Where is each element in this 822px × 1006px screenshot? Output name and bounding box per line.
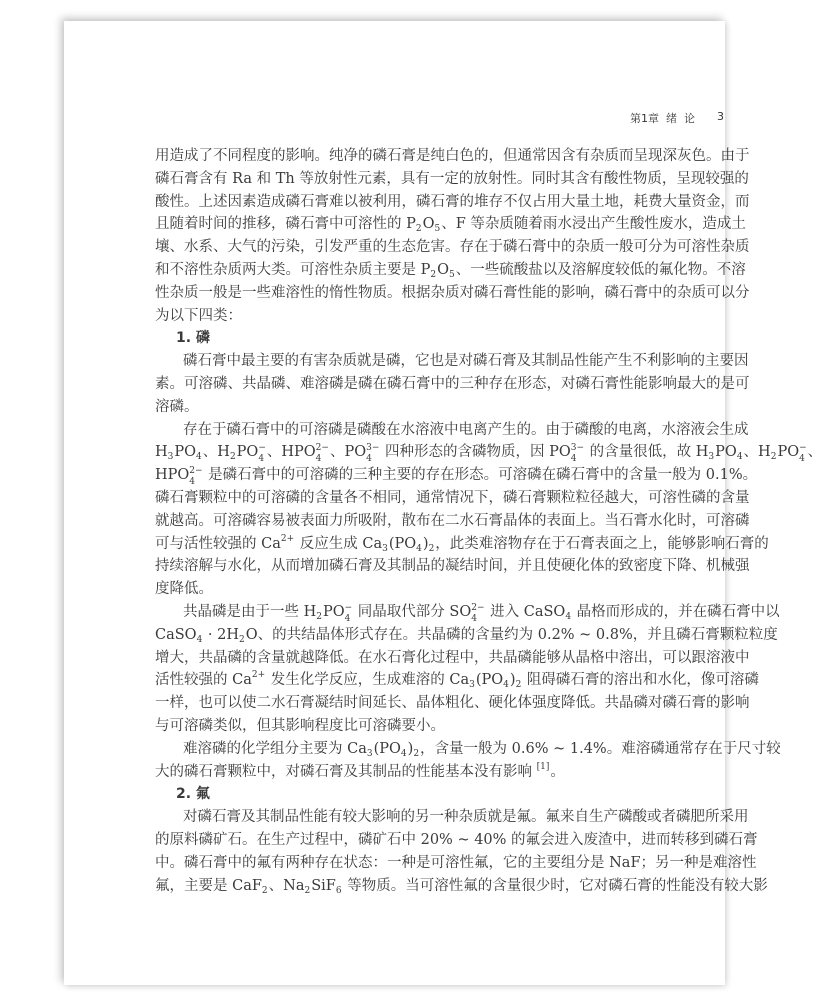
subscript: 4 bbox=[471, 613, 477, 624]
page-number: 3 bbox=[717, 110, 724, 123]
subscript: 4 bbox=[736, 452, 743, 463]
superscript: 2− bbox=[315, 443, 329, 454]
text-line bbox=[155, 806, 749, 829]
subscript: 2 bbox=[415, 224, 422, 235]
subscript: 4 bbox=[315, 454, 322, 465]
text-line bbox=[155, 350, 749, 373]
subscript: 2 bbox=[428, 543, 435, 554]
superscript: 3− bbox=[570, 443, 585, 454]
script-notation bbox=[382, 540, 388, 554]
subscript: 4 bbox=[799, 454, 805, 465]
subscript: 4 bbox=[344, 613, 351, 624]
script-notation bbox=[428, 540, 435, 554]
script-notation bbox=[252, 671, 265, 679]
text-run: 增大，共晶磷的含量就越降低。在水石膏化过程中，共晶磷能够从晶格中溶出，可以跟溶液中 bbox=[155, 649, 750, 666]
script-notation bbox=[449, 266, 455, 280]
text-run: ，此类难溶物存在于石膏表面之上，能够影响石膏的 bbox=[435, 535, 769, 552]
text-line bbox=[155, 373, 750, 396]
text-line bbox=[155, 396, 641, 419]
text-run: (PO bbox=[475, 672, 504, 689]
text-line bbox=[155, 282, 750, 305]
text-run: 就越高。可溶磷容易被表面力所吸附，散布在二水石膏晶体的表面上。当石膏水化时，可溶磷 bbox=[155, 512, 750, 529]
script-notation bbox=[515, 676, 522, 691]
subscript: 6 bbox=[335, 885, 342, 896]
text-run: 素。可溶磷、共晶磷、难溶磷是磷在磷石膏中的三种存在形态，对磷石膏性能影响最大的是可 bbox=[155, 375, 750, 392]
text-run: 酸性。上述因素造成磷石膏难以被利用，磷石膏的堆存不仅占用大量土地，耗费大量资金，而 bbox=[155, 193, 750, 210]
text-run: 等物质。当可溶性氟的含量很少时，它对磷石膏的性能没有较大影 bbox=[342, 877, 768, 894]
text-run: 、一些硫酸盐以及溶解度较低的氟化物。不溶 bbox=[455, 261, 746, 278]
subscript: 5 bbox=[449, 269, 455, 280]
text-run: 与可溶磷类似，但其影响程度比可溶磷要小。 bbox=[155, 717, 445, 734]
text-run: (PO bbox=[373, 740, 401, 757]
text-line bbox=[155, 464, 758, 488]
text-run: O bbox=[437, 261, 449, 278]
text-line bbox=[155, 213, 746, 236]
subscript: 3 bbox=[382, 543, 388, 554]
text-run: CaSO bbox=[155, 626, 197, 643]
section-heading bbox=[155, 783, 641, 806]
text-run: ) bbox=[407, 740, 414, 757]
text-run: 持续溶解与水化，从而增加磷石膏及其制品的凝结时间，并且使硬化体的致密度下降、机械强 bbox=[155, 558, 750, 575]
superscript: 2+ bbox=[251, 670, 266, 681]
subscript: 4 bbox=[400, 748, 407, 759]
text-run: 1. 磷 bbox=[176, 330, 210, 347]
text-run: 、H bbox=[743, 444, 771, 461]
subscript: 2 bbox=[239, 634, 245, 645]
script-notation bbox=[503, 676, 509, 691]
text-run: PO bbox=[777, 444, 800, 461]
section-heading bbox=[155, 327, 641, 350]
script-notation bbox=[471, 602, 485, 624]
text-run: (PO bbox=[388, 535, 417, 552]
script-notation bbox=[344, 602, 353, 624]
subscript: 2 bbox=[413, 748, 420, 759]
text-line bbox=[155, 533, 769, 556]
subscript: 4 bbox=[366, 454, 372, 465]
text-line bbox=[155, 441, 822, 465]
subscript: 4 bbox=[196, 452, 202, 463]
script-notation bbox=[799, 443, 807, 465]
subscript: 2 bbox=[770, 452, 777, 463]
text-run: ) bbox=[509, 672, 516, 689]
subscript: 2 bbox=[304, 885, 311, 896]
chapter-title: 第1章 绪 论 bbox=[630, 112, 695, 125]
text-run: 是磷石膏中的可溶磷的三种主要的存在形态。可溶磷在磷石膏中的含量一般为 0.1%。 bbox=[203, 467, 758, 484]
subscript: 3 bbox=[469, 680, 475, 691]
text-run: 溶磷。 bbox=[155, 398, 199, 415]
script-notation bbox=[413, 745, 420, 759]
subscript: 2 bbox=[229, 452, 236, 463]
text-line bbox=[155, 601, 780, 624]
script-notation bbox=[315, 443, 329, 465]
text-line bbox=[155, 852, 757, 875]
script-notation bbox=[258, 443, 266, 465]
script-notation bbox=[167, 448, 174, 463]
subscript: 5 bbox=[434, 224, 441, 235]
text-run: 磷石膏中最主要的有害杂质就是磷，它也是对磷石膏及其制品性能产生不利影响的主要因 bbox=[183, 353, 749, 370]
superscript: − bbox=[799, 443, 807, 454]
text-run: 阻碍磷石膏的溶出和水化，像可溶磷 bbox=[522, 672, 759, 689]
script-notation bbox=[316, 608, 322, 622]
script-notation bbox=[196, 631, 203, 645]
script-notation bbox=[335, 882, 342, 896]
text-line bbox=[155, 761, 641, 784]
text-run: O、的共结晶体形式存在。共晶磷的含量约为 0.2% ~ 0.8%，并且磷石膏颗粒粒度 bbox=[245, 626, 778, 643]
text-run: SiF bbox=[311, 877, 336, 894]
text-line bbox=[155, 555, 750, 578]
text-run: ，含量一般为 0.6% ~ 1.4%。难溶磷通常存在于尺寸较 bbox=[420, 740, 781, 757]
text-run: 性杂质一般是一些难溶性的惰性物质。根据杂质对磷石膏性能的影响，磷石膏中的杂质可以分 bbox=[155, 284, 750, 301]
text-line bbox=[155, 510, 750, 533]
superscript: [1] bbox=[536, 761, 550, 772]
text-run: ) bbox=[422, 535, 429, 552]
text-run: 对磷石膏及其制品性能有较大影响的另一种杂质就是氟。氟来自生产磷酸或者磷肥所采用 bbox=[183, 809, 749, 826]
script-notation bbox=[261, 882, 268, 896]
script-notation bbox=[239, 631, 245, 645]
subscript: 2 bbox=[316, 611, 322, 622]
subscript: 2 bbox=[515, 680, 522, 691]
text-run: 且随着时间的推移，磷石膏中可溶性的 P bbox=[155, 216, 416, 233]
text-run: 同晶取代部分 SO bbox=[353, 603, 472, 620]
script-notation bbox=[565, 608, 572, 622]
text-run: 、F 等杂质随着雨水浸出产生酸性废水，造成土 bbox=[441, 216, 746, 233]
text-line bbox=[155, 259, 746, 282]
text-run: 存在于磷石膏中的可溶磷是磷酸在水溶液中电离产生的。由于磷酸的电离，水溶液会生成 bbox=[183, 421, 749, 438]
script-notation bbox=[770, 448, 777, 463]
superscript: 2+ bbox=[280, 533, 295, 544]
text-run: 氟，主要是 CaF bbox=[155, 877, 262, 894]
text-run: PO bbox=[236, 444, 259, 461]
subscript: 4 bbox=[189, 477, 196, 488]
superscript: 3− bbox=[366, 443, 380, 454]
text-run: 磷石膏含有 Ra 和 Th 等放射性元素，具有一定的放射性。同时其含有酸性物质，呈现较强的 bbox=[155, 170, 749, 187]
text-run: 、Na bbox=[268, 877, 305, 894]
subscript: 4 bbox=[570, 454, 577, 465]
subscript: 4 bbox=[416, 543, 422, 554]
text-run: H bbox=[155, 444, 168, 461]
text-line bbox=[155, 578, 641, 601]
script-notation bbox=[416, 540, 422, 554]
script-notation bbox=[469, 676, 475, 691]
text-line bbox=[155, 692, 750, 715]
text-run: 共晶磷是由于一些 H bbox=[183, 603, 317, 620]
subscript: 3 bbox=[167, 452, 174, 463]
script-notation bbox=[415, 220, 422, 235]
text-run: 。 bbox=[550, 763, 565, 780]
script-notation bbox=[434, 220, 441, 235]
text-run: 中。磷石膏中的氟有两种存在状态：一种是可溶性氟，它的主要组分是 NaF；另一种是难溶性 bbox=[155, 854, 757, 871]
text-run: 度降低。 bbox=[155, 581, 213, 598]
text-line bbox=[155, 875, 768, 898]
text-line bbox=[155, 487, 750, 510]
text-run: 和不溶性杂质两大类。可溶性杂质主要是 P bbox=[155, 261, 431, 278]
subscript: 4 bbox=[258, 454, 265, 465]
subscript: 4 bbox=[565, 611, 572, 622]
text-run: 难溶磷的化学组分主要为 Ca bbox=[183, 740, 367, 757]
text-run: PO bbox=[174, 444, 197, 461]
text-run: 的原料磷矿石。在生产过程中，磷矿石中 20% ~ 40% 的氟会进入废渣中，进而转移到磷石膏 bbox=[155, 831, 758, 848]
text-run: 晶格而形成的，并在磷石膏中以 bbox=[572, 603, 780, 620]
text-run: 反应生成 Ca bbox=[295, 535, 383, 552]
subscript: 3 bbox=[366, 748, 373, 759]
text-run: PO bbox=[323, 603, 345, 620]
subscript: 4 bbox=[503, 680, 509, 691]
text-run: 可与活性较强的 Ca bbox=[155, 535, 281, 552]
superscript: − bbox=[258, 443, 266, 454]
subscript: 3 bbox=[708, 452, 715, 463]
text-run: 大的磷石膏颗粒中，对磷石膏及其制品的性能基本没有影响 bbox=[155, 763, 537, 780]
text-line bbox=[155, 738, 781, 761]
text-run: 活性较强的 Ca bbox=[155, 672, 252, 689]
subscript: 4 bbox=[196, 634, 203, 645]
text-run: PO bbox=[715, 444, 737, 461]
text-run: 为以下四类： bbox=[155, 307, 242, 324]
script-notation bbox=[281, 535, 294, 543]
text-line bbox=[155, 236, 750, 259]
text-run: · 2H bbox=[203, 626, 239, 643]
script-notation bbox=[537, 763, 550, 771]
script-notation bbox=[229, 448, 236, 463]
script-notation bbox=[196, 448, 202, 463]
text-line bbox=[155, 191, 750, 214]
text-line bbox=[155, 168, 749, 191]
text-line bbox=[155, 145, 750, 168]
text-run: 用造成了不同程度的影响。纯净的磷石膏是纯白色的，但通常因含有杂质而呈现深灰色。由于 bbox=[155, 148, 750, 164]
text-run: 一样，也可以使二水石膏凝结时间延长、晶体粗化、硬化体强度降低。共晶磷对磷石膏的影响 bbox=[155, 695, 750, 712]
text-run: O bbox=[422, 216, 435, 233]
text-run: 、HPO bbox=[266, 444, 316, 461]
superscript: 2− bbox=[189, 466, 203, 477]
script-notation bbox=[189, 466, 203, 488]
script-notation bbox=[366, 443, 380, 465]
subscript: 2 bbox=[430, 269, 437, 280]
text-line bbox=[155, 624, 778, 647]
script-notation bbox=[570, 443, 585, 465]
superscript: 2− bbox=[471, 602, 485, 613]
body-text bbox=[155, 145, 822, 897]
superscript: − bbox=[344, 602, 353, 613]
script-notation bbox=[430, 266, 437, 280]
script-notation bbox=[304, 882, 311, 896]
text-run: 、 bbox=[807, 444, 822, 461]
text-line bbox=[155, 829, 758, 852]
script-notation bbox=[736, 448, 743, 463]
text-run: 四种形态的含磷物质，因 PO bbox=[380, 444, 571, 461]
text-run: 、PO bbox=[329, 444, 367, 461]
text-run: 2. 氟 bbox=[176, 786, 210, 803]
text-run: 、H bbox=[202, 444, 230, 461]
script-notation bbox=[366, 745, 373, 759]
text-run: HPO bbox=[155, 467, 190, 484]
subscript: 2 bbox=[261, 885, 268, 896]
script-notation bbox=[400, 745, 407, 759]
text-line bbox=[155, 669, 759, 692]
text-run: 进入 CaSO bbox=[485, 603, 566, 620]
text-line bbox=[155, 647, 750, 670]
text-run: 磷石膏颗粒中的可溶磷的含量各不相同，通常情况下，磷石膏颗粒粒径越大，可溶性磷的含量 bbox=[155, 489, 750, 506]
text-run: 发生化学反应，生成难溶的 Ca bbox=[266, 672, 470, 689]
script-notation bbox=[708, 448, 715, 463]
text-run: 壤、水系、大气的污染，引发严重的生态危害。存在于磷石膏中的杂质一般可分为可溶性杂质 bbox=[155, 239, 750, 256]
running-head bbox=[584, 110, 724, 126]
text-run: 的含量很低，故 H bbox=[585, 444, 709, 461]
text-line bbox=[155, 305, 641, 328]
text-line bbox=[155, 715, 641, 738]
text-line bbox=[155, 419, 749, 442]
